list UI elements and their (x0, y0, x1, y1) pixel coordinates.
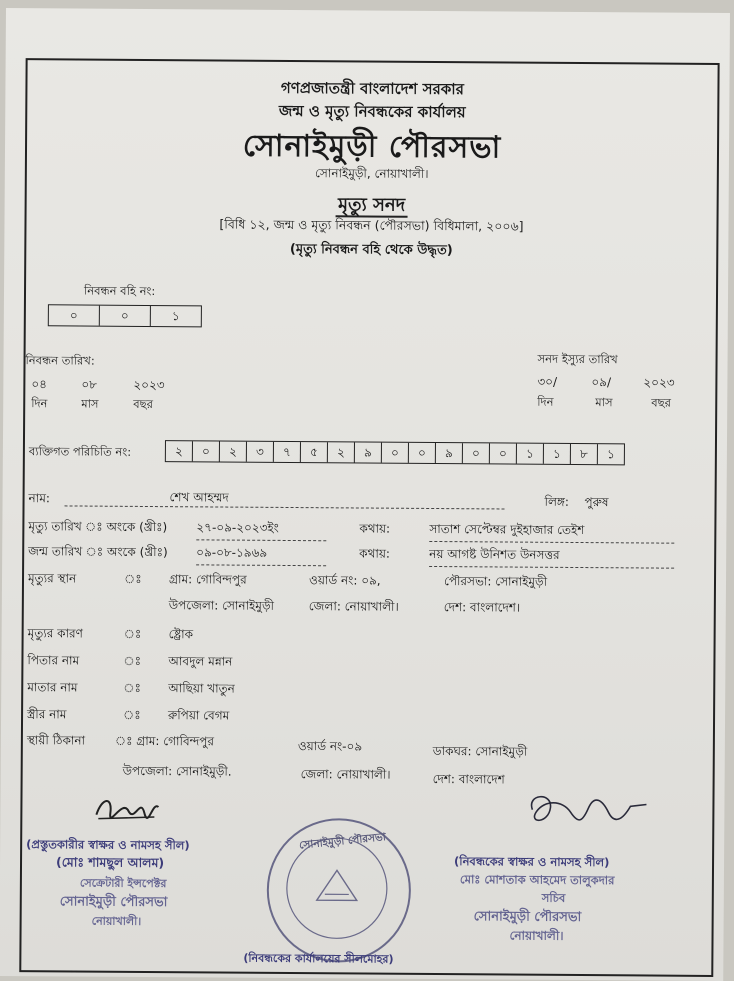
perm-post: ডাকঘর: সোনাইমুড়ী (433, 743, 528, 764)
register-label: নিবন্ধন বহি নং: (84, 283, 155, 302)
id-digit: ৩ (247, 442, 274, 462)
mother-value: আছিয়া খাতুন (168, 680, 235, 700)
birth-date-words: নয় আগষ্ট উনিশত উনসত্তর (429, 546, 674, 569)
register-digit: ০ (100, 306, 151, 326)
id-digit: ১ (598, 444, 624, 464)
registration-year: ২০২৩ (133, 377, 164, 397)
issue-day-label: দিন (537, 394, 553, 413)
gender-label: লিঙ্গ: (544, 494, 569, 514)
register-number-boxes (48, 304, 202, 327)
id-digit: ০ (409, 443, 436, 463)
name-underline (65, 504, 505, 509)
father-value: আবদুল মন্নান (168, 653, 232, 673)
death-in-words-label: কথায়: (359, 520, 390, 540)
birth-date-value: ০৯-০৮-১৯৬৯ (196, 544, 326, 566)
id-digit: ৫ (301, 442, 328, 462)
registrar-title: সচিব (542, 890, 566, 909)
preparer-name: (মোঃ শামছুল আলম) (56, 854, 164, 875)
death-date-value: ২৭-০৯-২০২৩ইং (196, 519, 326, 541)
wife-label: স্ত্রীর নাম (27, 706, 67, 726)
rule-reference: [বিধি ১২, জন্ম ও মৃত্যু নিবন্ধন (পৌরসভা) বিধিমালা, ২০০৬] (26, 215, 716, 240)
death-date-words: সাতাশ সেপ্টেম্বর দুইহাজার তেইশ (429, 521, 674, 544)
seal-text: সোনাইমুড়ী পৌরসভা (299, 830, 387, 855)
preparer-signature-icon (92, 791, 162, 825)
issue-date-label: সনদ ইস্যুর তারিখ (537, 351, 617, 371)
death-ward: ওয়ার্ড নং: ০৯, (309, 572, 381, 592)
id-digit: ১ (544, 444, 571, 464)
death-place-colon: ঃ (124, 571, 142, 591)
registrar-place: নোয়াখালী। (509, 928, 563, 948)
govt-line: গণপ্রজাতন্ত্রী বাংলাদেশ সরকার (27, 75, 717, 105)
death-municipality: পৌরসভা: সোনাইমুড়ী (444, 573, 547, 594)
gender-value: পুরুষ (584, 494, 608, 514)
personal-id-label: ব্যক্তিগত পরিচিতি নং: (29, 443, 131, 463)
wife-colon: ঃ (123, 707, 141, 727)
perm-country: দেশ: বাংলাদেশ (433, 771, 505, 792)
id-digit: ০ (382, 443, 409, 463)
birth-date-label: জন্ম তারিখ ঃ অংকে (খ্রীঃ) (28, 543, 168, 564)
personal-id-boxes (165, 440, 625, 465)
id-digit: ৮ (571, 444, 598, 464)
id-digit: ০ (490, 443, 517, 463)
id-digit: ০ (193, 441, 220, 461)
issue-day: ৩০/ (537, 374, 557, 394)
office-seal (266, 818, 411, 963)
mother-label: মাতার নাম (27, 679, 77, 699)
registrar-caption: (নিবন্ধকের স্বাক্ষর ও নামসহ সীল) (454, 853, 609, 873)
registration-day: ০৪ (31, 376, 47, 396)
id-digit: ৭ (274, 442, 301, 462)
issue-month: ০৯/ (591, 374, 611, 394)
office-title: সোনাইমুড়ী পৌরসভা (27, 120, 717, 176)
certificate-title: মৃত্যু সনদ (27, 188, 717, 224)
office-address: সোনাইমুড়ী, নোয়াখালী। (27, 163, 717, 188)
registrar-office: সোনাইমুড়ী পৌরসভা (474, 907, 582, 929)
birth-in-words-label: কথায়: (359, 545, 390, 565)
id-digit: ২ (166, 441, 193, 461)
perm-district: জেলা: নোয়াখালী। (301, 766, 391, 787)
registration-day-label: দিন (31, 395, 47, 414)
seal-caption: (নিবন্ধকের কার্যালয়ের সীলমোহর) (243, 950, 393, 970)
certificate-frame (19, 58, 719, 977)
extract-note: (মৃত্যু নিবন্ধন বহি থেকে উদ্ধৃত) (26, 238, 716, 264)
id-digit: ৯ (355, 442, 382, 462)
registrar-signature-icon (522, 790, 652, 831)
perm-village: ঃ গ্রাম: গোবিন্দপুর (115, 733, 214, 754)
preparer-place: নোয়াখালী। (92, 913, 142, 932)
registration-year-label: বছর (133, 396, 153, 415)
wife-value: রুপিয়া বেগম (168, 707, 229, 727)
perm-address-label: স্থায়ী ঠিকানা (27, 732, 85, 752)
certificate-paper (0, 8, 730, 981)
death-place-label: মৃত্যুর স্থান (28, 570, 76, 590)
preparer-title: সেক্রেটারী ইন্সপেক্টর (80, 875, 167, 895)
registration-date-label: নিবন্ধন তারিখ: (25, 352, 94, 371)
registration-month-label: মাস (81, 396, 98, 415)
father-colon: ঃ (123, 653, 141, 673)
id-digit: ১ (517, 444, 544, 464)
father-label: পিতার নাম (27, 652, 79, 672)
id-digit: ৯ (436, 443, 463, 463)
cause-colon: ঃ (124, 626, 142, 646)
issue-year: ২০২৩ (643, 374, 674, 394)
death-district: জেলা: নোয়াখালী। (309, 598, 399, 619)
preparer-office: সোনাইমুড়ী পৌরসভা (60, 892, 168, 914)
deceased-name: শেখ আহম্মদ (170, 489, 229, 509)
death-upazila: উপজেলা: সোনাইমুড়ী (169, 597, 274, 618)
registrar-name: মোঃ মোশতাক আহমেদ তালুকদার (460, 871, 615, 891)
death-date-label: মৃত্যু তারিখ ঃ অংকে (খ্রীঃ) (28, 518, 167, 539)
mother-colon: ঃ (123, 680, 141, 700)
id-digit: ০ (463, 443, 490, 463)
name-label: নাম: (28, 490, 49, 510)
id-digit: ২ (328, 442, 355, 462)
issue-month-label: মাস (595, 394, 612, 413)
death-country: দেশ: বাংলাদেশ। (444, 599, 521, 620)
cause-label: মৃত্যুর কারণ (28, 625, 83, 645)
perm-ward: ওয়ার্ড নং-০৯ (298, 738, 362, 758)
issue-year-label: বছর (651, 395, 671, 414)
office-line: জন্ম ও মৃত্যু নিবন্ধকের কার্যালয় (27, 98, 717, 128)
register-digit: ১ (151, 306, 201, 326)
register-digit: ০ (49, 305, 100, 325)
preparer-caption: (প্রস্তুতকারীর স্বাক্ষর ও নামসহ সীল) (26, 836, 190, 856)
registration-month: ০৮ (81, 377, 97, 397)
perm-upazila: উপজেলা: সোনাইমুড়ী. (123, 763, 232, 784)
id-digit: ২ (220, 442, 247, 462)
death-village: গ্রাম: গোবিন্দপুর (169, 571, 247, 592)
cause-value: ষ্ট্রোক (169, 626, 194, 646)
